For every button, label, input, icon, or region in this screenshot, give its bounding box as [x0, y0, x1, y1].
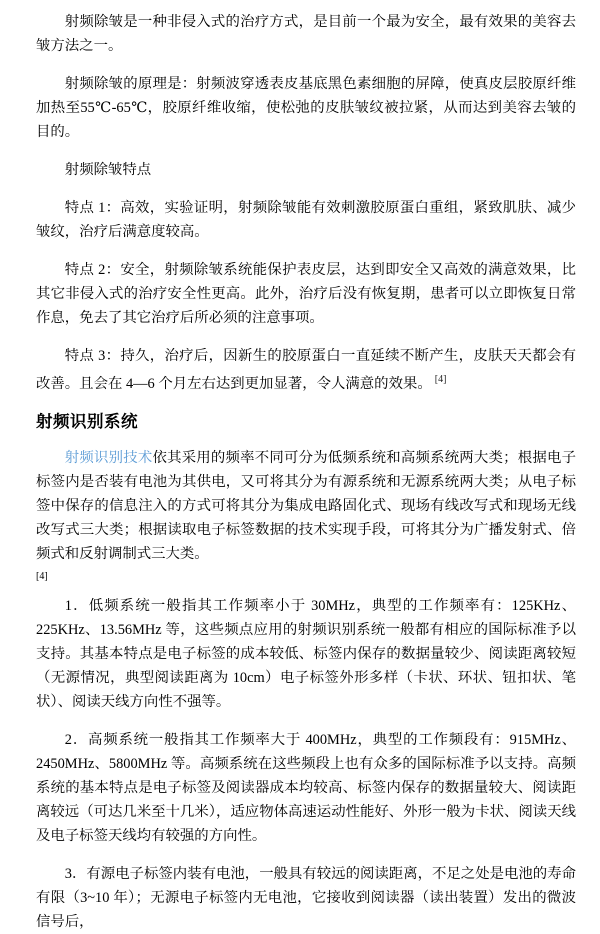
paragraph-high-frequency-system: 2．高频系统一般指其工作频率大于 400MHz，典型的工作频段有：915MHz、2450MHz、5800MHz 等。高频系统在这些频段上也有众多的国际标准予以支持。高频系统的基本特点是电子标签及阅读器成本均较高、标签内保存的数据量较大、阅读距离较远（可达几米至十几米），适应物体高速运动性能好、外形一般为卡状、阅读天线及电子标签天线均有较强的方向性。 [36, 731, 576, 844]
paragraph-rfid-classification-text: 依其采用的频率不同可分为低频系统和高频系统两大类；根据电子标签内是否装有电池为其供电，又可将其分为有源系统和无源系统两大类；从电子标签中保存的信息注入的方式可将其分为集成电路固化式、现场有线改写式和现场无线改写式三大类；根据读取电子标签数据的技术实现手段，可将其分为广播发射式、倍频式和反射调制式三大类。 [36, 449, 576, 562]
paragraph-feature-3-text: 特点 3：持久，治疗后，因新生的胶原蛋白一直延续不断产生，皮肤天天都会有改善。且会在 4—6 个月左右达到更加显著，令人满意的效果。 [36, 348, 576, 392]
paragraph-intro: 射频除皱是一种非侵入式的治疗方式，是目前一个最为安全，最有效果的美容去皱方法之一。 [36, 14, 576, 54]
paragraph-feature-2: 特点 2：安全，射频除皱系统能保护表皮层，达到即安全又高效的满意效果，比其它非侵入式的治疗安全性更高。此外，治疗后没有恢复期，患者可以立即恢复日常作息，免去了其它治疗后所必须的注意事项。 [36, 262, 576, 326]
reference-marker[interactable]: [4] [434, 374, 447, 385]
paragraph-principle: 射频除皱的原理是：射频波穿透表皮基底黑色素细胞的屏障，使真皮层胶原纤维加热至55℃-65℃，胶原纤维收缩，使松弛的皮肤皱纹被拉紧，从而达到美容去皱的目的。 [36, 76, 576, 140]
paragraph-active-passive-tags: 3．有源电子标签内装有电池，一般具有较远的阅读距离，不足之处是电池的寿命有限（3~10 年）；无源电子标签内无电池，它接收到阅读器（读出装置）发出的微波信号后， [36, 865, 576, 930]
paragraph-feature-3 [36, 344, 576, 396]
inline-link-rfid-technology[interactable]: 射频识别技术 [64, 449, 153, 466]
reference-marker-block[interactable]: [4] [36, 570, 48, 582]
paragraph-features-title: 射频除皱特点 [64, 162, 152, 178]
paragraph-rfid-classification [36, 446, 576, 566]
paragraph-feature-1: 特点 1：高效，实验证明，射频除皱能有效刺激胶原蛋白重组，紧致肌肤、减少皱纹，治疗后满意度较高。 [36, 200, 576, 240]
paragraph-low-frequency-system: 1．低频系统一般指其工作频率小于 30MHz，典型的工作频率有：125KHz、225KHz、13.56MHz 等，这些频点应用的射频识别系统一般都有相应的国际标准予以支持。其基本特点是电子标签的成本较低、标签内保存的数据量较少、阅读距离较短（无源情况，典型阅读距离为 10cm）电子标签外形多样（卡状、环状、钮扣状、笔状）、阅读天线方向性不强等。 [36, 597, 576, 710]
section-heading-rfid-system: 射频识别系统 [36, 412, 138, 431]
